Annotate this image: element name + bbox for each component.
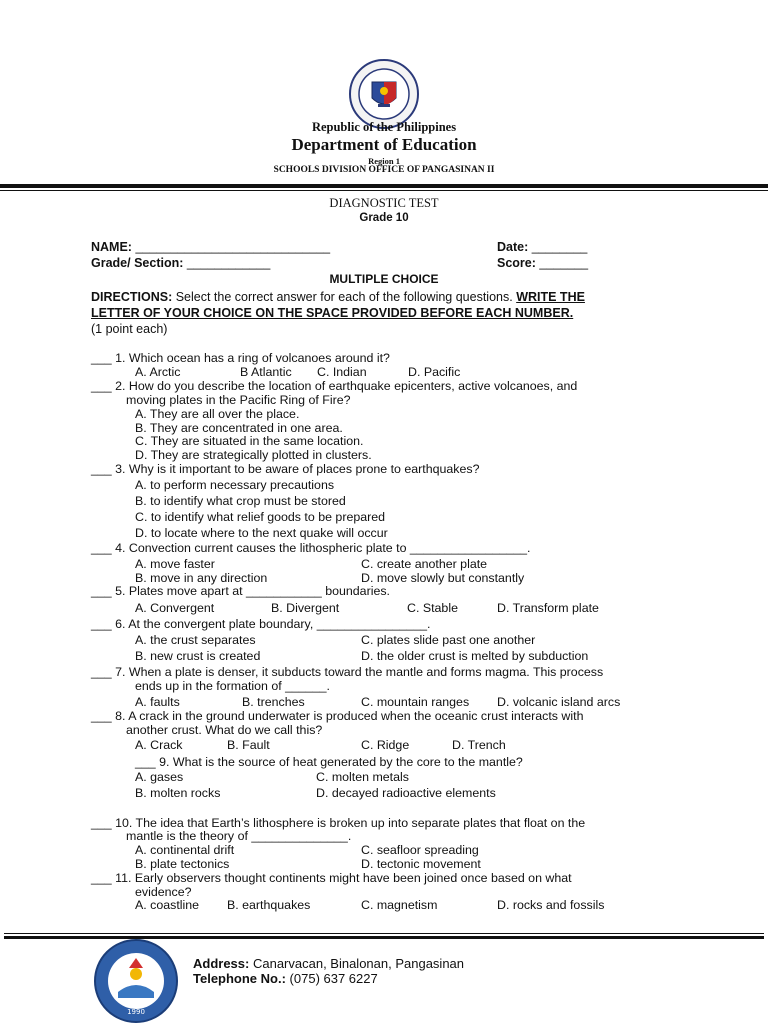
q11-choice-c: C. magnetism (361, 898, 438, 912)
directions-label: DIRECTIONS: (91, 290, 173, 304)
q1-choice-d: D. Pacific (408, 365, 461, 379)
header-rule-thin (0, 190, 768, 191)
q10-stem-1: ___ 10. The idea that Earth’s lithosphere is broken up into separate plates that float on the (91, 816, 586, 830)
q10-choice-a: A. continental drift (135, 843, 235, 857)
test-title: DIAGNOSTIC TEST (329, 196, 439, 210)
q6-choice-c: C. plates slide past one another (361, 633, 536, 647)
directions-text: Select the correct answer for each of the following questions. (172, 290, 517, 304)
grade-section-blank[interactable]: ____________ (186, 256, 271, 270)
q9-choice-c: C. molten metals (316, 770, 409, 784)
address-value: Canarvacan, Binalonan, Pangasinan (249, 956, 465, 971)
division-seal-year: 1990 (127, 1008, 145, 1016)
name-label: NAME: (91, 240, 136, 254)
header-department: Department of Education (291, 135, 477, 154)
q6-choice-d: D. the older crust is melted by subduction (361, 649, 589, 663)
address-label: Address: (193, 956, 250, 971)
grade-section-label: Grade/ Section: (91, 256, 187, 270)
date-blank[interactable]: ________ (531, 240, 588, 254)
q2-choice-d: D. They are strategically plotted in clusters. (135, 448, 372, 462)
q8-choice-a: A. Crack (135, 738, 183, 752)
directions-line-1 (91, 290, 585, 304)
q2-choice-b: B. They are concentrated in one area. (135, 421, 343, 435)
header-region: Region 1 (368, 156, 400, 166)
footer-address (193, 956, 464, 971)
telephone-value: (075) 637 6227 (285, 971, 378, 986)
division-seal-icon (93, 938, 179, 1024)
q5-choice-d: D. Transform plate (497, 601, 599, 615)
q6-choice-b: B. new crust is created (135, 649, 261, 663)
q7-stem-1: ___ 7. When a plate is denser, it subducts toward the mantle and forms magma. This process (91, 665, 604, 679)
score-field[interactable] (497, 256, 588, 270)
q9-stem: ___ 9. What is the source of heat generated by the core to the mantle? (135, 755, 523, 769)
q6-stem: ___ 6. At the convergent plate boundary, ________________. (91, 617, 431, 631)
header-republic: Republic of the Philippines (311, 120, 457, 134)
q11-stem-2: evidence? (135, 885, 192, 899)
q8-choice-d: D. Trench (452, 738, 506, 752)
division-seal (93, 938, 179, 1024)
q10-choice-d: D. tectonic movement (361, 857, 481, 871)
q3-choice-a: A. to perform necessary precautions (135, 478, 335, 492)
q3-stem: ___ 3. Why is it important to be aware of places prone to earthquakes? (91, 462, 480, 476)
q6-choice-a: A. the crust separates (135, 633, 256, 647)
q4-choice-d: D. move slowly but constantly (361, 571, 525, 585)
q5-choice-c: C. Stable (407, 601, 458, 615)
score-blank[interactable]: _______ (539, 256, 589, 270)
q11-stem-1: ___ 11. Early observers thought continents might have been joined once based on what (91, 871, 572, 885)
q11-choice-d: D. rocks and fossils (497, 898, 605, 912)
q4-stem: ___ 4. Convection current causes the lithospheric plate to _________________. (91, 541, 531, 555)
footer-rule-thin (4, 933, 764, 934)
q7-choice-a: A. faults (135, 695, 180, 709)
q9-choice-a: A. gases (135, 770, 184, 784)
q9-choice-b: B. molten rocks (135, 786, 221, 800)
q9-choice-d: D. decayed radioactive elements (316, 786, 496, 800)
q4-choice-a: A. move faster (135, 557, 215, 571)
q7-stem-2: ends up in the formation of ______. (135, 679, 330, 693)
section-title: MULTIPLE CHOICE (329, 272, 439, 286)
q8-stem-2: another crust. What do we call this? (126, 723, 323, 737)
q4-choice-b: B. move in any direction (135, 571, 268, 585)
q11-choice-b: B. earthquakes (227, 898, 311, 912)
q10-choice-c: C. seafloor spreading (361, 843, 479, 857)
q2-choice-a: A. They are all over the place. (135, 407, 300, 421)
name-blank[interactable]: ____________________________ (135, 240, 331, 254)
q3-choice-c: C. to identify what relief goods to be prepared (135, 510, 386, 524)
q7-choice-d: D. volcanic island arcs (497, 695, 621, 709)
points-note: (1 point each) (91, 322, 168, 336)
name-field[interactable] (91, 240, 330, 254)
q1-choice-c: C. Indian (317, 365, 367, 379)
directions-emphasis-1: WRITE THE (516, 290, 585, 304)
q2-stem-1: ___ 2. How do you describe the location of earthquake epicenters, active volcanoes, and (91, 379, 578, 393)
q3-choice-d: D. to locate where to the next quake will occur (135, 526, 388, 540)
q10-choice-b: B. plate tectonics (135, 857, 230, 871)
footer-telephone (193, 971, 378, 986)
q1-choice-a: A. Arctic (135, 365, 181, 379)
date-field[interactable] (497, 240, 587, 254)
header-division: SCHOOLS DIVISION OFFICE OF PANGASINAN II (273, 165, 495, 175)
q8-stem-1: ___ 8. A crack in the ground underwater is produced when the oceanic crust interacts with (91, 709, 584, 723)
q7-choice-c: C. mountain ranges (361, 695, 470, 709)
q5-stem: ___ 5. Plates move apart at ___________ boundaries. (91, 584, 390, 598)
date-label: Date: (497, 240, 532, 254)
q8-choice-c: C. Ridge (361, 738, 410, 752)
q1-stem: ___ 1. Which ocean has a ring of volcanoes around it? (91, 351, 390, 365)
q8-choice-b: B. Fault (227, 738, 270, 752)
header-rule-thick (0, 184, 768, 188)
q2-stem-2: moving plates in the Pacific Ring of Fire? (126, 393, 351, 407)
q11-choice-a: A. coastline (135, 898, 200, 912)
telephone-label: Telephone No.: (193, 971, 286, 986)
q7-choice-b: B. trenches (242, 695, 305, 709)
q3-choice-b: B. to identify what crop must be stored (135, 494, 346, 508)
q2-choice-c: C. They are situated in the same location. (135, 434, 364, 448)
score-label: Score: (497, 256, 540, 270)
grade-section-field[interactable] (91, 256, 270, 270)
q10-stem-2: mantle is the theory of ______________. (126, 829, 352, 843)
q1-choice-b: B Atlantic (240, 365, 292, 379)
directions-emphasis-2: LETTER OF YOUR CHOICE ON THE SPACE PROVIDED BEFORE EACH NUMBER. (91, 306, 574, 320)
q5-choice-a: A. Convergent (135, 601, 215, 615)
test-grade: Grade 10 (359, 212, 409, 224)
q4-choice-c: C. create another plate (361, 557, 488, 571)
q5-choice-b: B. Divergent (271, 601, 340, 615)
